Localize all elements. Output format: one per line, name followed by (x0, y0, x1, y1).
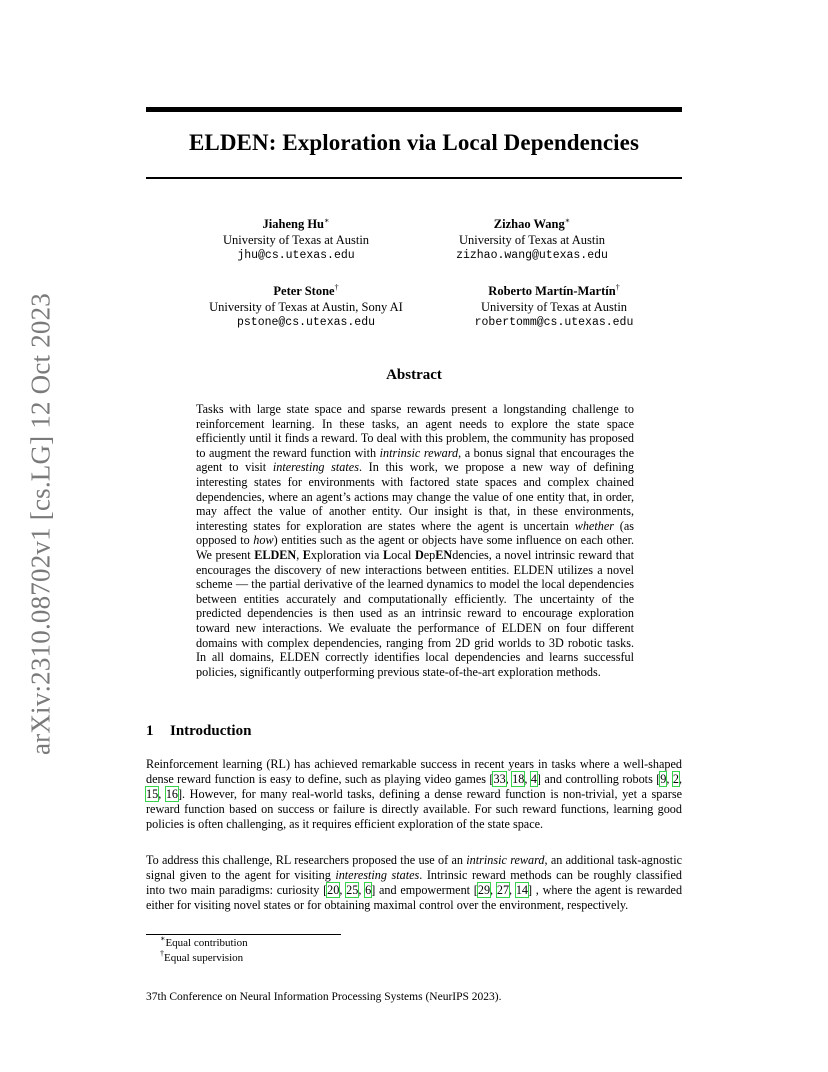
author-name: Jiaheng Hu (262, 217, 325, 231)
intro-paragraph-1: Reinforcement learning (RL) has achieved remarkable success in recent years in tasks where a well-shaped dense reward function is easy to define, such as playing video games [33, 18, 4] and controlling robots [9, 2, 15, 16]. However, for many real-world tasks, defining a dense reward function is non-trivial, yet a sparse reward function based on success or failure is directly available. For such reward functions, learning good policies is often challenging, as it requires efficient exploration of the state space. (146, 757, 683, 831)
citation-link[interactable]: 2 (672, 772, 679, 786)
citation-link[interactable]: 29 (477, 883, 491, 897)
author-email: robertomm@cs.utexas.edu (474, 316, 634, 329)
footnote-1: ∗Equal contribution (160, 934, 248, 949)
title-top-rule (146, 107, 682, 112)
author-email: zizhao.wang@utexas.edu (456, 249, 608, 262)
author-block-1 (196, 216, 396, 264)
section-title: Introduction (170, 723, 252, 739)
section-number: 1 (146, 723, 154, 739)
author-block-4 (444, 283, 664, 331)
abstract-text: Tasks with large state space and sparse rewards present a longstanding challenge to reinforcement learning. In these tasks, an agent needs to explore the state space efficiently until it finds a reward. To deal with this problem, the community has proposed to augment the reward function with intrinsic reward, a bonus signal that encourages the agent to visit interesting states. In this work, we propose a new way of defining interesting states for environments with factored state spaces and complex chained dependencies, where an agent’s actions may change the value of one entity that, in order, may affect the value of another entity. Our insight is that, in these environments, interesting states for exploration are states where the agent is uncertain whether (as opposed to how) entities such as the agent or objects have some influence on each other. We present ELDEN, Exploration via Local DepENdencies, a novel intrinsic reward that encourages the discovery of new interactions between entities. ELDEN utilizes a novel scheme — the partial derivative of the learned dynamics to model the local dependencies between entities accurately and computationally efficiently. The uncertainty of the predicted dependencies is then used as an intrinsic reward to encourage exploration toward new interactions. We evaluate the performance of ELDEN on four different domains with complex dependencies, ranging from 2D grid worlds to 3D robotic tasks. In all domains, ELDEN correctly identifies local dependencies and learns successful policies, significantly outperforming previous state-of-the-art exploration methods. (196, 402, 635, 679)
intro-paragraph-2: To address this challenge, RL researchers proposed the use of an intrinsic reward, an additional task-agnostic signal given to the agent for visiting interesting states. Intrinsic reward methods can be roughly classified into two main paradigms: curiosity [20, 25, 6] and empowerment [29, 27, 14] , where the agent is rewarded either for visiting novel states or for obtaining maximal control over the environment, respectively. (146, 853, 683, 912)
author-mark: † (615, 283, 620, 292)
author-name: Zizhao Wang (493, 217, 565, 231)
footnote-rule (146, 934, 341, 935)
author-affiliation: University of Texas at Austin, Sony AI (209, 300, 403, 314)
author-name: Peter Stone (273, 284, 335, 298)
citation-link[interactable]: 25 (346, 883, 359, 897)
citation-link[interactable]: 18 (512, 772, 525, 786)
conference-note: 37th Conference on Neural Information Processing Systems (NeurIPS 2023). (146, 991, 502, 1003)
paper-title: ELDEN: Exploration via Local Dependencies (188, 130, 640, 155)
author-affiliation: University of Texas at Austin (480, 300, 628, 314)
title-bottom-rule (146, 177, 682, 179)
citation-link[interactable]: 15 (146, 787, 159, 801)
author-mark: ∗ (324, 216, 330, 225)
citation-link[interactable]: 9 (660, 772, 667, 786)
citation-link[interactable]: 33 (493, 772, 506, 786)
citation-link[interactable]: 16 (165, 787, 178, 801)
author-mark: ∗ (564, 216, 571, 225)
citation-link[interactable]: 20 (327, 883, 340, 897)
author-affiliation: University of Texas at Austin (458, 233, 606, 247)
author-affiliation: University of Texas at Austin (222, 233, 370, 247)
citation-link[interactable]: 6 (365, 883, 372, 897)
author-mark: † (334, 283, 339, 292)
citation-link[interactable]: 4 (530, 772, 537, 786)
author-email: pstone@cs.utexas.edu (236, 316, 376, 329)
citation-link[interactable]: 14 (515, 883, 529, 897)
abstract-heading: Abstract (386, 367, 442, 383)
arxiv-stamp: arXiv:2310.08702v1 [cs.LG] 12 Oct 2023 (25, 292, 56, 756)
author-email: jhu@cs.utexas.edu (237, 249, 355, 262)
citation-link[interactable]: 27 (496, 883, 510, 897)
author-name: Roberto Martín-Martín (488, 284, 616, 298)
author-block-3 (176, 283, 436, 331)
author-block-2 (432, 216, 632, 264)
footnote-2: †Equal supervision (160, 949, 244, 964)
